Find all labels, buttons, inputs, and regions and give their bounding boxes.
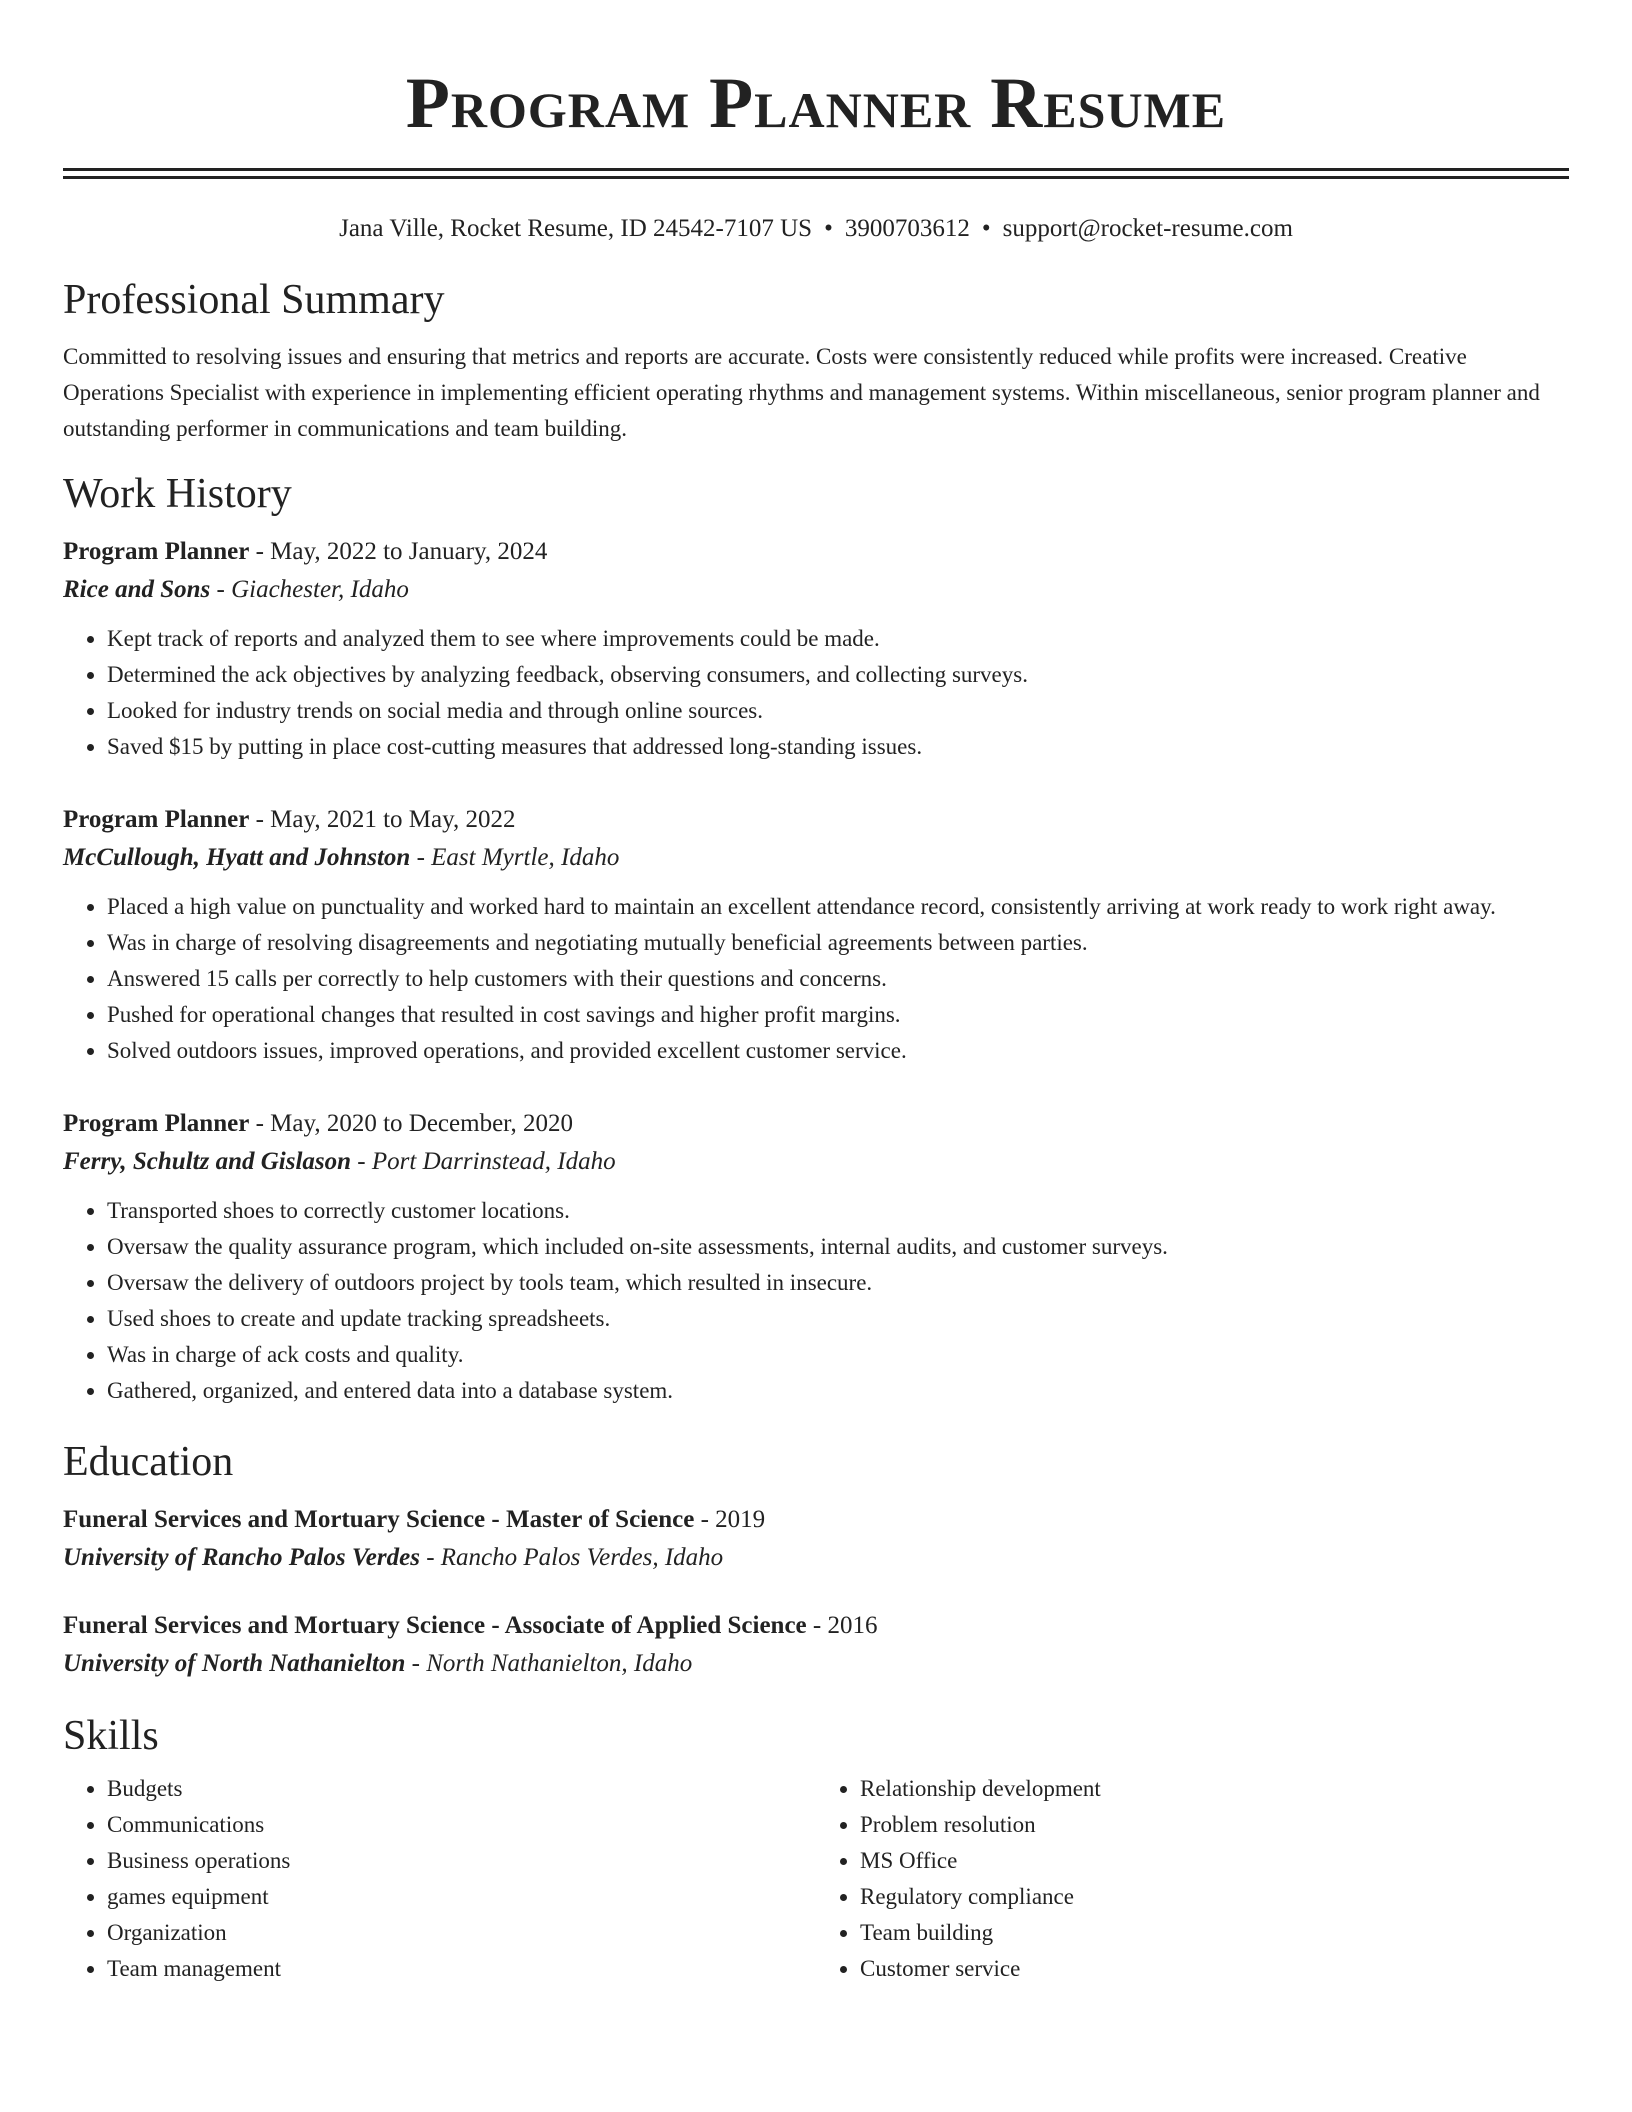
job-title: Program Planner: [63, 538, 250, 565]
job-company-line: [63, 1143, 1569, 1181]
job-bullet: • Oversaw the quality assurance program, which included on-site assessments, internal audits, and customer surveys.: [107, 1229, 1569, 1265]
job-entry: [63, 1105, 1569, 1409]
skills-column-right: [816, 1771, 1569, 1987]
education-degree-line: [63, 1501, 1569, 1539]
education-location: - North Nathanielton, Idaho: [405, 1650, 693, 1677]
job-company: Ferry, Schultz and Gislason: [63, 1148, 352, 1175]
skill-item: • Team management: [107, 1951, 816, 1987]
skill-item: • Problem resolution: [860, 1807, 1569, 1843]
job-dates: - May, 2020 to December, 2020: [249, 1110, 573, 1137]
skill-item: • Organization: [107, 1915, 816, 1951]
contact-line: [63, 213, 1569, 245]
page-title: Program Planner Resume: [405, 63, 1227, 143]
job-bullet: • Looked for industry trends on social media and through online sources.: [107, 693, 1569, 729]
job-bullet: • Determined the ack objectives by analyzing feedback, observing consumers, and collecting surveys.: [107, 657, 1569, 693]
education-school-line: [63, 1539, 1569, 1577]
job-dates: - May, 2022 to January, 2024: [249, 538, 548, 565]
title-divider-bottom: [63, 176, 1569, 179]
job-bullet: • Was in charge of resolving disagreements and negotiating mutually beneficial agreements between parties.: [107, 925, 1569, 961]
job-title-line: [63, 1105, 1569, 1143]
job-bullet: • Gathered, organized, and entered data into a database system.: [107, 1373, 1569, 1409]
skill-item: • Relationship development: [860, 1771, 1569, 1807]
work-history-heading: Work History: [63, 471, 292, 517]
education-location: - Rancho Palos Verdes, Idaho: [419, 1544, 724, 1571]
education-heading: Education: [63, 1439, 234, 1485]
skills-grid: [63, 1771, 1569, 1987]
skill-item: • MS Office: [860, 1843, 1569, 1879]
job-location: - Port Darrinstead, Idaho: [351, 1148, 616, 1175]
job-location: - East Myrtle, Idaho: [410, 844, 620, 871]
job-title-line: [63, 801, 1569, 839]
contact-address: Jana Ville, Rocket Resume, ID 24542-7107 US: [339, 215, 813, 242]
skill-item: • Communications: [107, 1807, 816, 1843]
summary-text: Committed to resolving issues and ensuring that metrics and reports are accurate. Costs were consistently reduced while profits were increased. Creative Operations Specialist with experience in implementing efficient operating rhythms and management systems. Within miscellaneous, senior program planner and outstanding performer in communications and team building.: [63, 344, 1540, 441]
skill-item: • games equipment: [107, 1879, 816, 1915]
job-bullets: [63, 621, 1569, 765]
skill-item: • Business operations: [107, 1843, 816, 1879]
job-bullet: • Solved outdoors issues, improved operations, and provided excellent customer service.: [107, 1033, 1569, 1069]
education-school: University of Rancho Palos Verdes: [63, 1544, 420, 1571]
education-degree: Funeral Services and Mortuary Science - Master of Science: [63, 1506, 695, 1533]
education-entry: [63, 1607, 1569, 1683]
job-bullet: • Kept track of reports and analyzed them to see where improvements could be made.: [107, 621, 1569, 657]
job-bullet: • Pushed for operational changes that resulted in cost savings and higher profit margins.: [107, 997, 1569, 1033]
job-bullets: [63, 889, 1569, 1069]
job-company-line: [63, 839, 1569, 877]
education-entry: [63, 1501, 1569, 1577]
job-title: Program Planner: [63, 806, 250, 833]
job-company: Rice and Sons: [63, 576, 211, 603]
job-bullet: • Oversaw the delivery of outdoors project by tools team, which resulted in insecure.: [107, 1265, 1569, 1301]
education-year: - 2019: [694, 1506, 766, 1533]
job-title-line: [63, 533, 1569, 571]
education-degree-line: [63, 1607, 1569, 1645]
education-school: University of North Nathanielton: [63, 1650, 406, 1677]
job-dates: - May, 2021 to May, 2022: [249, 806, 516, 833]
contact-email: support@rocket-resume.com: [1002, 215, 1293, 242]
job-bullets: [63, 1193, 1569, 1409]
job-entry: [63, 533, 1569, 765]
education-school-line: [63, 1645, 1569, 1683]
contact-separator: •: [824, 215, 833, 242]
education-year: - 2016: [806, 1612, 878, 1639]
job-company-line: [63, 571, 1569, 609]
job-bullet: • Answered 15 calls per correctly to help customers with their questions and concerns.: [107, 961, 1569, 997]
education-degree: Funeral Services and Mortuary Science - Associate of Applied Science: [63, 1612, 807, 1639]
job-bullet: • Transported shoes to correctly customer locations.: [107, 1193, 1569, 1229]
contact-separator: •: [981, 215, 991, 242]
skill-item: • Regulatory compliance: [860, 1879, 1569, 1915]
summary-heading: Professional Summary: [63, 277, 445, 323]
skills-heading: Skills: [63, 1713, 159, 1759]
title-divider-top: [63, 168, 1569, 171]
job-location: - Giachester, Idaho: [210, 576, 409, 603]
job-bullet: • Saved $15 by putting in place cost-cutting measures that addressed long-standing issues.: [107, 729, 1569, 765]
job-bullet: • Used shoes to create and update tracking spreadsheets.: [107, 1301, 1569, 1337]
job-company: McCullough, Hyatt and Johnston: [63, 844, 411, 871]
job-title: Program Planner: [63, 1110, 250, 1137]
skill-item: • Customer service: [860, 1951, 1569, 1987]
job-entry: [63, 801, 1569, 1069]
job-bullet: • Was in charge of ack costs and quality.: [107, 1337, 1569, 1373]
skills-column-left: [63, 1771, 816, 1987]
skill-item: • Team building: [860, 1915, 1569, 1951]
job-bullet: • Placed a high value on punctuality and worked hard to maintain an excellent attendance record, consistently arriving at work ready to work right away.: [107, 889, 1569, 925]
contact-phone: 3900703612: [844, 215, 970, 242]
skill-item: • Budgets: [107, 1771, 816, 1807]
